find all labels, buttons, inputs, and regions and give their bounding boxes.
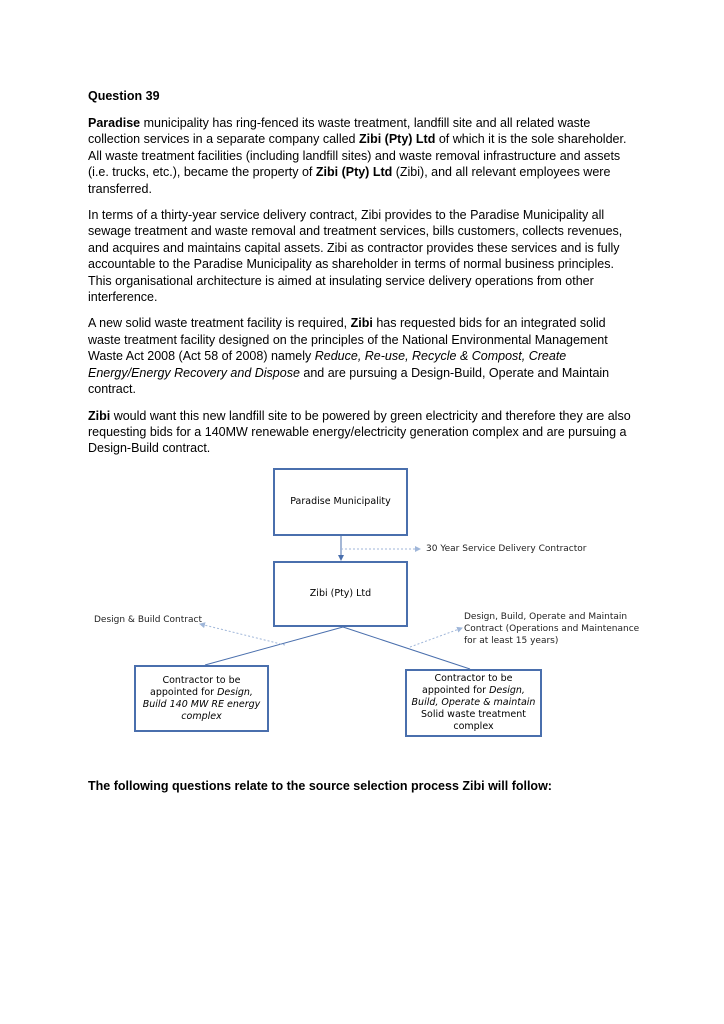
p3-italic-principles: Reduce, Re-use, Recycle & Compost, Create Energy/Energy Recovery and Dispose — [88, 349, 567, 380]
right-box-line-4: Solid waste treatment — [421, 709, 526, 720]
zibi-label: Zibi (Pty) Ltd — [309, 588, 372, 599]
right-box-line-3-text: Build, Operate & maintain — [411, 697, 536, 708]
paradise-municipality-label: Paradise Municipality — [290, 496, 391, 507]
left-box-line-2 — [143, 687, 261, 699]
left-box-line-3-text: Build 140 MW RE energy — [142, 698, 261, 710]
solid-waste-contractor-box — [405, 669, 542, 737]
left-label-pointer — [200, 624, 285, 645]
p3-bold-zibi: Zibi — [350, 316, 373, 331]
service-contract-label: 30 Year Service Delivery Contractor — [426, 544, 587, 554]
left-box-line-2b: Design, — [217, 686, 253, 698]
dbom-contract-label — [464, 611, 639, 647]
p4-bold-zibi: Zibi — [88, 408, 111, 423]
design-build-contract-label: Design & Build Contract — [94, 615, 202, 625]
p4-text: would want this new landfill site to be powered by green electricity and therefore they are also requesting bids for a 140MW renewable energy/electricity generation complex and are pursuing a Design-Build contract. — [88, 408, 631, 456]
right-box-line-3 — [412, 697, 536, 709]
dbom-line-2: Contract (Operations and Maintenance — [464, 624, 640, 634]
right-box-line-2a: appointed for — [422, 685, 490, 696]
dbom-line-1: Design, Build, Operate and Maintain — [464, 612, 628, 622]
right-box-line-5: complex — [453, 721, 494, 732]
p1-bold-zibi-2: Zibi (Pty) Ltd — [315, 165, 393, 180]
p3-text-2: has requested bids for an integrated solid waste treatment facility designed on the principles of the National Environmental Management Waste Act 2008 (Act 58 of 2008) namely — [88, 316, 608, 364]
left-box-line-1: Contractor to be — [162, 674, 241, 686]
right-box-line-1: Contractor to be — [434, 673, 513, 684]
right-label-pointer — [410, 628, 462, 647]
p1-text-2: of which it is the sole shareholder. All waste treatment facilities (including landfill sites) and waste removal infrastructure and assets (i.e. trucks, etc.), became the property of — [88, 132, 627, 180]
zibi-box — [273, 561, 408, 627]
left-branch-line — [205, 627, 343, 665]
left-box-line-4 — [143, 711, 261, 723]
paragraph-2: In terms of a thirty-year service delivery contract, Zibi provides to the Paradise Municipality all sewage treatment and waste removal and treatment services, bills customers, collects revenues, and acquires and maintains capital assets. Zibi as contractor provides these services and is fully accountable to the Paradise Municipality as shareholder in terms of normal business principles. This organisational architecture is aimed at insulating service delivery operations from other interference. — [88, 208, 623, 305]
dbom-line-3: for at least 15 years) — [464, 636, 559, 646]
right-branch-line — [343, 627, 470, 669]
left-box-line-4-text: complex — [181, 710, 222, 722]
p3-text-1: A new solid waste treatment facility is required, — [88, 316, 351, 331]
p1-text-1: municipality has ring-fenced its waste treatment, landfill site and all related waste collection services in a separate company called — [88, 116, 591, 147]
question-title: Question 39 — [88, 89, 160, 103]
re-energy-contractor-box — [134, 665, 269, 732]
left-box-line-3 — [143, 699, 261, 711]
right-box-line-2b: Design, — [489, 685, 525, 696]
p3-text-3: and are pursuing a Design-Build, Operate and Maintain contract. — [88, 365, 610, 397]
right-box-line-2 — [412, 685, 536, 697]
left-box-line-2a: appointed for — [150, 686, 218, 698]
p1-bold-paradise: Paradise — [88, 116, 141, 130]
p1-bold-zibi-1: Zibi (Pty) Ltd — [358, 132, 436, 147]
following-questions-note: The following questions relate to the source selection process Zibi will follow: — [88, 779, 552, 793]
paradise-municipality-box — [273, 468, 408, 536]
p1-text-3: (Zibi), and all relevant employees were transferred. — [88, 165, 611, 196]
